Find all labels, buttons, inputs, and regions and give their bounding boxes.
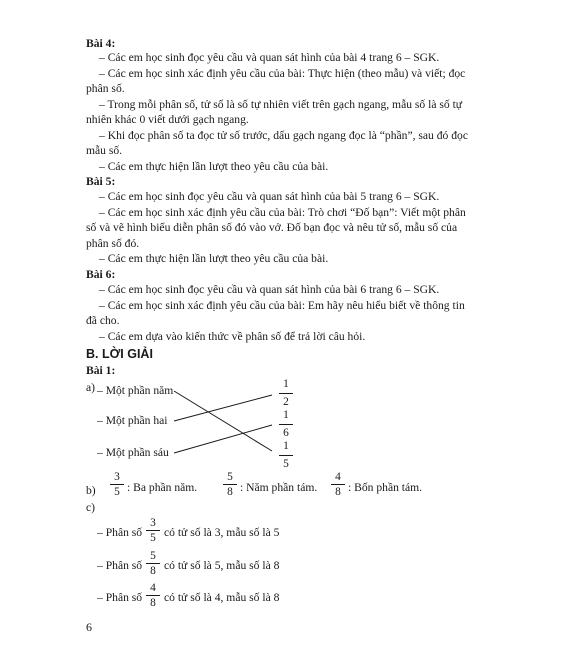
c-prefix-1: – Phân số [97,559,143,572]
match-line-2 [174,425,272,453]
match-line-0 [174,391,272,451]
right-fraction-0-numerator: 1 [283,378,289,390]
b-text-0: : Ba phần năm. [127,481,198,494]
c-fraction-2-denominator: 8 [150,597,156,609]
c-text-1: có tử số là 5, mẫu số là 8 [164,559,280,572]
c-fraction-1-denominator: 8 [150,565,156,577]
c-fraction-1 [146,550,160,577]
b-text-1: : Năm phần tám. [240,481,318,494]
part-a-label: a) [86,381,96,394]
b-fraction-0-numerator: 3 [114,471,120,483]
page-number: 6 [86,620,92,634]
bai4-line-3a: – Trong mỗi phân số, tử số là số tự nhiên viết trên gạch ngang, mẫu số là số tự [99,98,463,111]
right-fraction-1-numerator: 1 [283,409,289,421]
c-prefix-2: – Phân số [97,591,143,604]
bai5-line-2c: phân số đó. [86,237,140,250]
b-fraction-0-denominator: 5 [114,486,120,498]
b-fraction-1-numerator: 5 [227,471,233,483]
left-item-0: – Một phần năm [97,384,174,397]
left-item-2: – Một phần sáu [97,446,169,459]
bai4-line-2a: – Các em học sinh xác định yêu cầu của bài: Thực hiện (theo mẫu) và viết; đọc [99,67,466,80]
c-fraction-0-numerator: 3 [150,517,156,529]
bai5-line-3: – Các em thực hiện lần lượt theo yêu cầu của bài. [99,252,329,265]
b-fraction-1-denominator: 8 [227,486,233,498]
c-text-2: có tử số là 4, mẫu số là 8 [164,591,280,604]
left-item-1: – Một phần hai [97,414,168,427]
bai6-line-2a: – Các em học sinh xác định yêu cầu của bài: Em hãy nêu hiểu biết về thông tin [99,299,465,312]
match-line-1 [174,395,272,421]
b-fraction-2-denominator: 8 [335,486,341,498]
bai4-line-1: – Các em học sinh đọc yêu cầu và quan sát hình của bài 4 trang 6 – SGK. [99,51,440,64]
bai4-line-4a: – Khi đọc phân số ta đọc tử số trước, dấu gạch ngang đọc là “phần”, sau đó đọc [99,129,468,142]
bai1-heading: Bài 1: [86,364,116,377]
b-fraction-1 [223,471,237,498]
c-fraction-2 [146,582,160,609]
part-c-label: c) [86,501,96,514]
b-fraction-0 [110,471,124,498]
b-fraction-2-numerator: 4 [335,471,341,483]
bai4-line-5: – Các em thực hiện lần lượt theo yêu cầu của bài. [99,160,329,173]
c-fraction-2-numerator: 4 [150,582,156,594]
bai4-heading: Bài 4: [86,37,116,50]
bai5-line-2a: – Các em học sinh xác định yêu cầu của bài: Trò chơi “Đố bạn”: Viết một phân [99,206,466,219]
c-fraction-0-denominator: 5 [150,532,156,544]
bai5-line-1: – Các em học sinh đọc yêu cầu và quan sát hình của bài 5 trang 6 – SGK. [99,190,440,203]
bai4-line-2b: phân số. [86,82,125,95]
c-prefix-0: – Phân số [97,526,143,539]
bai6-line-1: – Các em học sinh đọc yêu cầu và quan sát hình của bài 6 trang 6 – SGK. [99,283,440,296]
right-fraction-2-denominator: 5 [283,458,289,470]
bai6-line-2b: đã cho. [86,314,120,327]
b-text-2: : Bốn phần tám. [348,481,423,494]
right-fraction-0-denominator: 2 [283,396,289,408]
right-fraction-1-denominator: 6 [283,427,289,439]
section-b-heading: B. LỜI GIẢI [86,347,153,361]
bai5-heading: Bài 5: [86,175,116,188]
c-text-0: có tử số là 3, mẫu số là 5 [164,526,280,539]
b-fraction-2 [331,471,345,498]
right-fraction-2-numerator: 1 [283,440,289,452]
part-b-label: b) [86,484,96,497]
bai6-heading: Bài 6: [86,268,116,281]
bai4-line-4b: mẫu số. [86,144,123,157]
bai6-line-3: – Các em dựa vào kiến thức về phân số để trả lời câu hỏi. [99,330,366,343]
c-fraction-1-numerator: 5 [150,550,156,562]
c-fraction-0 [146,517,160,544]
bai4-line-3b: nhiên khác 0 viết dưới gạch ngang. [86,113,249,126]
bai5-line-2b: số và vẽ hình biểu diễn phân số đó vào vở. Đố bạn đọc và nêu tử số, mẫu số của [86,221,458,234]
